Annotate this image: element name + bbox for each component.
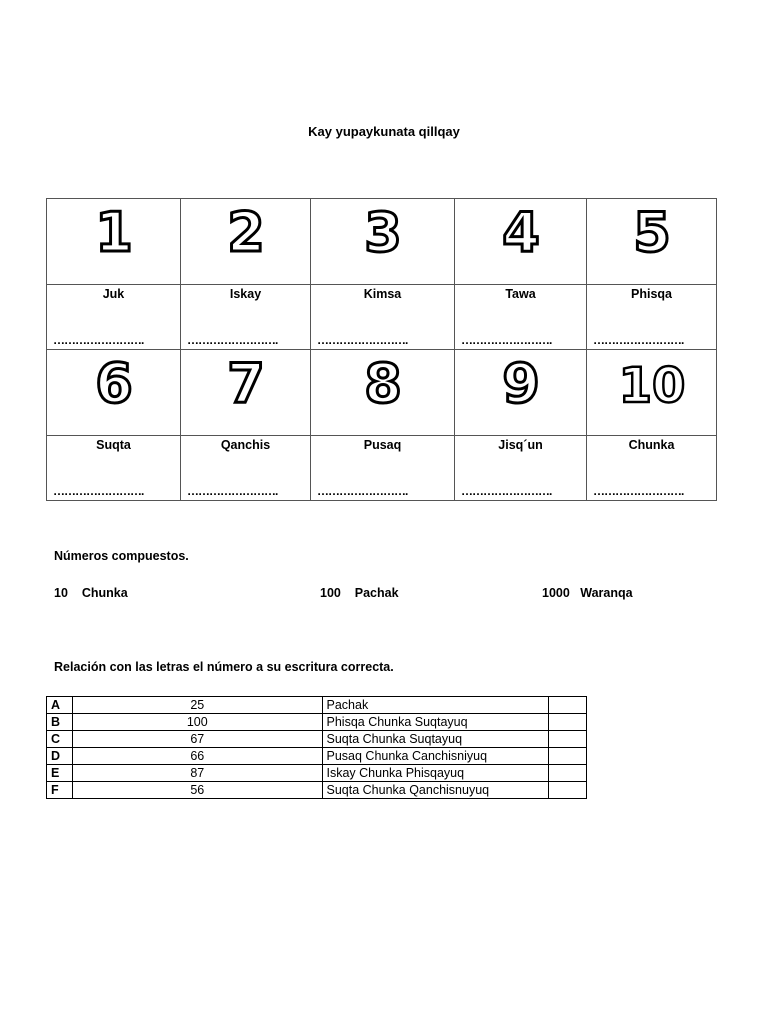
answer-blank: ……………………. [187, 484, 278, 498]
number-name-cell [47, 436, 181, 501]
number-picture-cell [311, 199, 455, 285]
number-picture-cell [311, 350, 455, 436]
number-picture-cell [587, 350, 717, 436]
relation-table [46, 696, 587, 799]
number-three-icon [338, 199, 428, 271]
number-picture-cell [587, 199, 717, 285]
row-words: Suqta Chunka Qanchisnuyuq [322, 782, 548, 799]
answer-cell[interactable] [548, 782, 586, 799]
answer-blank: ……………………. [53, 333, 144, 347]
number-name: Suqta [96, 438, 131, 452]
number-six-icon [69, 350, 159, 422]
table-row [47, 731, 587, 748]
number-name: Chunka [628, 438, 675, 452]
row-words: Pachak [322, 697, 548, 714]
answer-blank: ……………………. [593, 484, 684, 498]
number-eight-icon [338, 350, 428, 422]
svg-text:2: 2 [226, 201, 265, 264]
number-two-icon [201, 199, 291, 271]
image-row [47, 350, 717, 436]
relation-heading: Relación con las letras el número a su escritura correcta. [54, 660, 394, 674]
number-name: Kimsa [363, 287, 402, 301]
number-name: Tawa [505, 287, 536, 301]
svg-text:3: 3 [363, 201, 402, 264]
number-picture-cell [455, 350, 587, 436]
answer-cell[interactable] [548, 714, 586, 731]
image-row [47, 199, 717, 285]
number-one-icon [69, 199, 159, 271]
svg-text:10: 10 [618, 358, 685, 414]
number-name-cell [181, 436, 311, 501]
number-name-cell [587, 285, 717, 350]
table-row [47, 782, 587, 799]
number-name: Jisq´un [498, 438, 543, 452]
number-name: Qanchis [220, 438, 271, 452]
svg-text:1: 1 [94, 201, 133, 264]
row-words: Iskay Chunka Phisqayuq [322, 765, 548, 782]
svg-text:6: 6 [94, 352, 133, 415]
number-name-cell [455, 285, 587, 350]
row-words: Phisqa Chunka Suqtayuq [322, 714, 548, 731]
svg-text:9: 9 [501, 352, 540, 415]
row-words: Pusaq Chunka Canchisniyuq [322, 748, 548, 765]
number-ten-icon [607, 350, 697, 422]
answer-cell[interactable] [548, 697, 586, 714]
answer-blank: ……………………. [461, 333, 552, 347]
compound-item [320, 586, 399, 600]
number-name: Phisqa [631, 287, 672, 301]
row-letter: E [47, 765, 73, 782]
compound-number: 10 [54, 586, 68, 600]
compound-item [54, 586, 128, 600]
number-nine-icon [476, 350, 566, 422]
row-number: 66 [73, 748, 322, 765]
answer-blank: ……………………. [187, 333, 278, 347]
number-name: Iskay [229, 287, 262, 301]
row-number: 100 [73, 714, 322, 731]
number-name-cell [47, 285, 181, 350]
compound-word: Pachak [354, 586, 399, 600]
answer-cell[interactable] [548, 748, 586, 765]
answer-blank: ……………………. [593, 333, 684, 347]
answer-blank: ……………………. [461, 484, 552, 498]
number-name-cell [311, 285, 455, 350]
number-name-cell [587, 436, 717, 501]
table-row [47, 714, 587, 731]
number-picture-cell [47, 350, 181, 436]
row-letter: F [47, 782, 73, 799]
number-name-cell [181, 285, 311, 350]
table-row [47, 748, 587, 765]
svg-text:7: 7 [226, 352, 265, 415]
number-four-icon [476, 199, 566, 271]
numbers-grid [46, 198, 717, 501]
number-picture-cell [455, 199, 587, 285]
compound-item [542, 586, 633, 600]
row-letter: B [47, 714, 73, 731]
name-row [47, 285, 717, 350]
row-number: 56 [73, 782, 322, 799]
table-row [47, 697, 587, 714]
page-title: Kay yupaykunata qillqay [308, 124, 460, 139]
compound-number: 100 [320, 586, 341, 600]
number-seven-icon [201, 350, 291, 422]
row-letter: A [47, 697, 73, 714]
number-name: Pusaq [363, 438, 402, 452]
row-words: Suqta Chunka Suqtayuq [322, 731, 548, 748]
answer-blank: ……………………. [53, 484, 144, 498]
svg-text:4: 4 [501, 201, 540, 264]
svg-text:8: 8 [363, 352, 402, 415]
number-five-icon [607, 199, 697, 271]
number-picture-cell [181, 350, 311, 436]
row-letter: D [47, 748, 73, 765]
number-name-cell [455, 436, 587, 501]
number-name: Juk [102, 287, 125, 301]
row-number: 67 [73, 731, 322, 748]
answer-cell[interactable] [548, 765, 586, 782]
answer-blank: ……………………. [317, 484, 408, 498]
row-letter: C [47, 731, 73, 748]
answer-cell[interactable] [548, 731, 586, 748]
compound-number: 1000 [542, 586, 570, 600]
number-picture-cell [181, 199, 311, 285]
row-number: 87 [73, 765, 322, 782]
compound-heading: Números compuestos. [54, 549, 189, 563]
row-number: 25 [73, 697, 322, 714]
compound-word: Waranqa [580, 586, 633, 600]
number-name-cell [311, 436, 455, 501]
number-picture-cell [47, 199, 181, 285]
name-row [47, 436, 717, 501]
answer-blank: ……………………. [317, 333, 408, 347]
table-row [47, 765, 587, 782]
compound-word: Chunka [81, 586, 128, 600]
svg-text:5: 5 [632, 201, 671, 264]
